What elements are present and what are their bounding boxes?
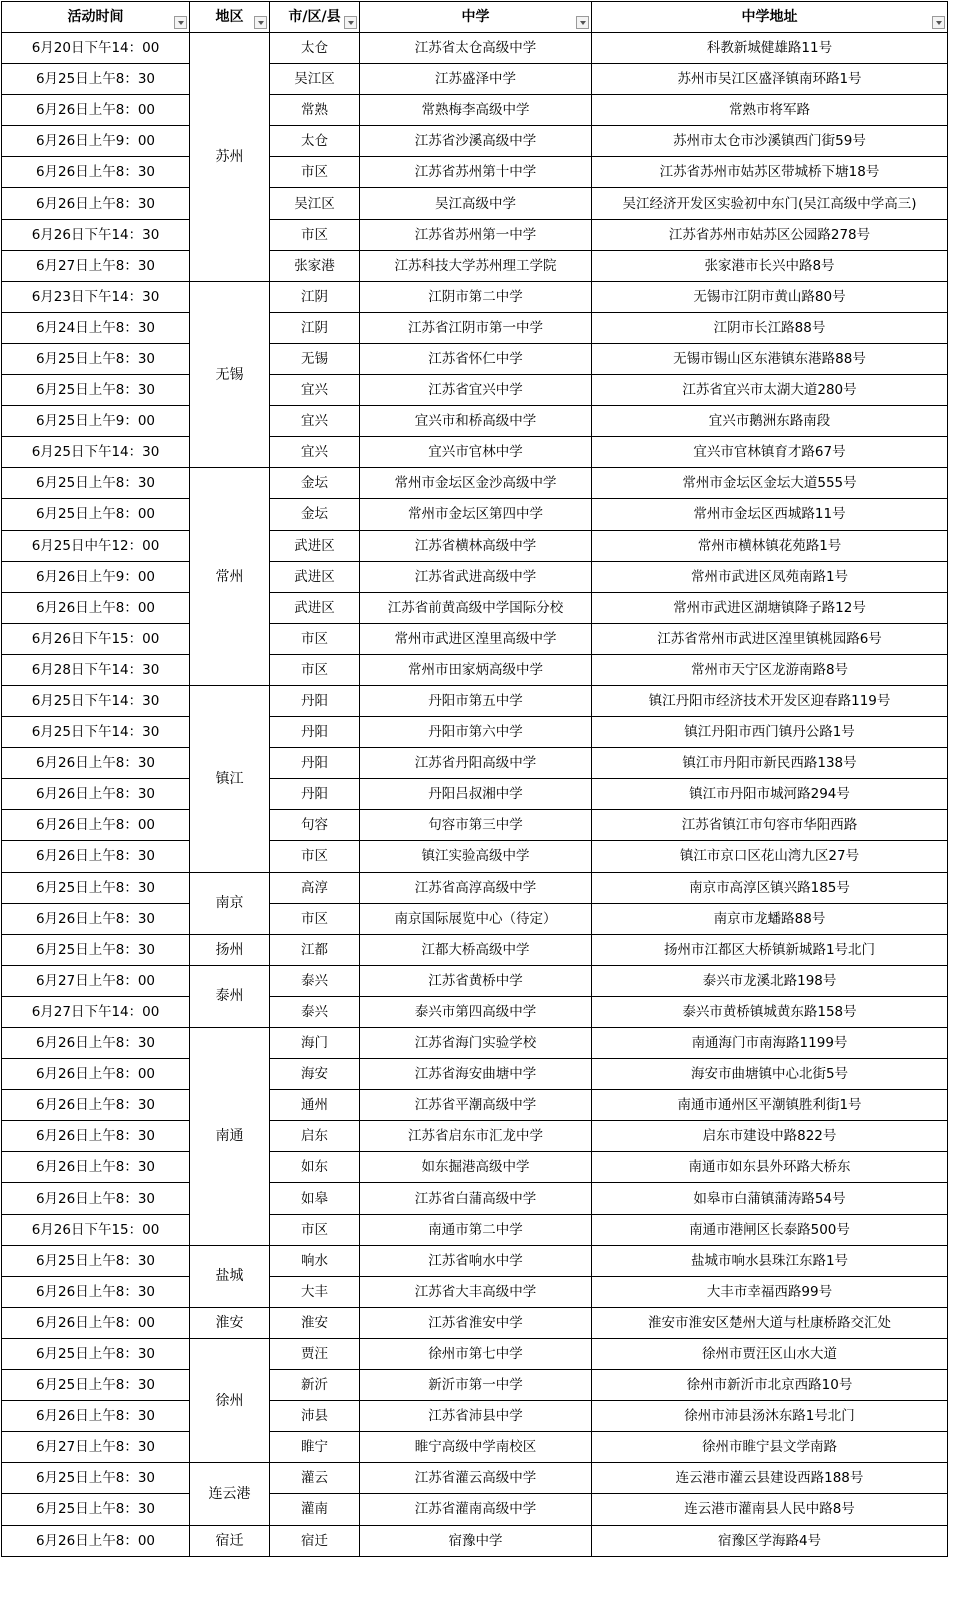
cell-address: 吴江经济开发区实验初中东门(吴江高级中学高三) xyxy=(592,188,948,219)
cell-district: 通州 xyxy=(270,1090,360,1121)
cell-time: 6月20日下午14：00 xyxy=(2,33,190,64)
cell-address: 镇江市京口区花山湾九区27号 xyxy=(592,841,948,872)
cell-address: 连云港市灌云县建设西路188号 xyxy=(592,1463,948,1494)
cell-district: 泰兴 xyxy=(270,996,360,1027)
cell-region: 泰州 xyxy=(190,965,270,1027)
cell-time: 6月26日上午8：30 xyxy=(2,1152,190,1183)
cell-time: 6月26日上午8：30 xyxy=(2,1090,190,1121)
cell-address: 泰兴市黄桥镇城黄东路158号 xyxy=(592,996,948,1027)
table-row xyxy=(2,623,948,654)
cell-address: 镇江丹阳市经济技术开发区迎春路119号 xyxy=(592,685,948,716)
cell-district: 句容 xyxy=(270,810,360,841)
cell-district: 江阴 xyxy=(270,281,360,312)
table-row xyxy=(2,188,948,219)
table-row xyxy=(2,965,948,996)
cell-time: 6月26日上午8：30 xyxy=(2,748,190,779)
cell-district: 武进区 xyxy=(270,592,360,623)
table-row xyxy=(2,1494,948,1525)
table-row xyxy=(2,1463,948,1494)
cell-address: 南通市港闸区长泰路500号 xyxy=(592,1214,948,1245)
cell-region: 连云港 xyxy=(190,1463,270,1525)
cell-district: 响水 xyxy=(270,1245,360,1276)
table-row xyxy=(2,499,948,530)
cell-school: 江苏省淮安中学 xyxy=(360,1307,592,1338)
cell-time: 6月26日下午14：30 xyxy=(2,219,190,250)
cell-district: 沛县 xyxy=(270,1401,360,1432)
table-row xyxy=(2,530,948,561)
table-row xyxy=(2,1183,948,1214)
cell-address: 苏州市太仓市沙溪镇西门街59号 xyxy=(592,126,948,157)
cell-school: 镇江实验高级中学 xyxy=(360,841,592,872)
cell-district: 太仓 xyxy=(270,33,360,64)
cell-time: 6月25日上午9：00 xyxy=(2,406,190,437)
table-row xyxy=(2,1525,948,1556)
schedule-table xyxy=(1,1,948,1557)
cell-time: 6月25日中午12：00 xyxy=(2,530,190,561)
cell-school: 江苏省白蒲高级中学 xyxy=(360,1183,592,1214)
cell-district: 市区 xyxy=(270,841,360,872)
table-row xyxy=(2,281,948,312)
cell-school: 江苏省苏州第十中学 xyxy=(360,157,592,188)
cell-time: 6月25日上午8：30 xyxy=(2,375,190,406)
cell-district: 大丰 xyxy=(270,1276,360,1307)
table-row xyxy=(2,250,948,281)
cell-district: 高淳 xyxy=(270,872,360,903)
table-row xyxy=(2,1307,948,1338)
cell-address: 江苏省宜兴市太湖大道280号 xyxy=(592,375,948,406)
cell-school: 江苏省响水中学 xyxy=(360,1245,592,1276)
cell-district: 海安 xyxy=(270,1059,360,1090)
cell-address: 南京市龙蟠路88号 xyxy=(592,903,948,934)
table-row xyxy=(2,903,948,934)
table-row xyxy=(2,1214,948,1245)
cell-time: 6月27日上午8：00 xyxy=(2,965,190,996)
cell-district: 张家港 xyxy=(270,250,360,281)
cell-region: 镇江 xyxy=(190,685,270,872)
table-row xyxy=(2,1059,948,1090)
cell-school: 江苏科技大学苏州理工学院 xyxy=(360,250,592,281)
cell-address: 徐州市贾汪区山水大道 xyxy=(592,1338,948,1369)
table-row xyxy=(2,1152,948,1183)
cell-school: 宿豫中学 xyxy=(360,1525,592,1556)
cell-time: 6月25日下午14：30 xyxy=(2,437,190,468)
cell-school: 江苏省太仓高级中学 xyxy=(360,33,592,64)
table-row xyxy=(2,1276,948,1307)
cell-district: 宜兴 xyxy=(270,437,360,468)
cell-district: 市区 xyxy=(270,903,360,934)
cell-address: 常熟市将军路 xyxy=(592,95,948,126)
cell-school: 江苏省丹阳高级中学 xyxy=(360,748,592,779)
cell-address: 常州市金坛区金坛大道555号 xyxy=(592,468,948,499)
table-row xyxy=(2,1370,948,1401)
cell-district: 泰兴 xyxy=(270,965,360,996)
cell-district: 宜兴 xyxy=(270,406,360,437)
filter-dropdown-icon[interactable] xyxy=(344,16,357,29)
cell-school: 常州市金坛区金沙高级中学 xyxy=(360,468,592,499)
cell-time: 6月25日下午14：30 xyxy=(2,685,190,716)
table-row xyxy=(2,126,948,157)
table-row xyxy=(2,95,948,126)
cell-address: 宜兴市鹅洲东路南段 xyxy=(592,406,948,437)
cell-time: 6月23日下午14：30 xyxy=(2,281,190,312)
cell-school: 常熟梅李高级中学 xyxy=(360,95,592,126)
table-row xyxy=(2,685,948,716)
cell-time: 6月25日上午8：30 xyxy=(2,1370,190,1401)
cell-time: 6月26日上午8：30 xyxy=(2,1183,190,1214)
cell-address: 泰兴市龙溪北路198号 xyxy=(592,965,948,996)
cell-time: 6月25日下午14：30 xyxy=(2,717,190,748)
cell-school: 如东掘港高级中学 xyxy=(360,1152,592,1183)
cell-school: 睢宁高级中学南校区 xyxy=(360,1432,592,1463)
cell-district: 市区 xyxy=(270,1214,360,1245)
cell-time: 6月26日上午8：30 xyxy=(2,188,190,219)
cell-region: 淮安 xyxy=(190,1307,270,1338)
cell-district: 市区 xyxy=(270,219,360,250)
cell-address: 常州市横林镇花苑路1号 xyxy=(592,530,948,561)
cell-school: 江苏省海安曲塘中学 xyxy=(360,1059,592,1090)
cell-school: 宜兴市官林中学 xyxy=(360,437,592,468)
cell-time: 6月26日上午8：00 xyxy=(2,95,190,126)
cell-time: 6月26日下午15：00 xyxy=(2,1214,190,1245)
table-row xyxy=(2,1121,948,1152)
cell-time: 6月27日上午8：30 xyxy=(2,1432,190,1463)
cell-address: 南京市高淳区镇兴路185号 xyxy=(592,872,948,903)
cell-address: 海安市曲塘镇中心北街5号 xyxy=(592,1059,948,1090)
cell-time: 6月25日上午8：30 xyxy=(2,1463,190,1494)
cell-school: 江苏省海门实验学校 xyxy=(360,1028,592,1059)
cell-time: 6月26日上午8：00 xyxy=(2,1307,190,1338)
cell-time: 6月25日上午8：30 xyxy=(2,343,190,374)
cell-address: 徐州市沛县汤沐东路1号北门 xyxy=(592,1401,948,1432)
cell-district: 宿迁 xyxy=(270,1525,360,1556)
cell-time: 6月25日上午8：00 xyxy=(2,499,190,530)
cell-school: 丹阳吕叔湘中学 xyxy=(360,779,592,810)
header-region xyxy=(190,2,270,33)
table-row xyxy=(2,157,948,188)
cell-address: 徐州市新沂市北京西路10号 xyxy=(592,1370,948,1401)
cell-district: 睢宁 xyxy=(270,1432,360,1463)
cell-address: 苏州市吴江区盛泽镇南环路1号 xyxy=(592,64,948,95)
cell-district: 如东 xyxy=(270,1152,360,1183)
cell-address: 江苏省苏州市姑苏区带城桥下塘18号 xyxy=(592,157,948,188)
cell-address: 宜兴市官林镇育才路67号 xyxy=(592,437,948,468)
cell-address: 盐城市响水县珠江东路1号 xyxy=(592,1245,948,1276)
cell-region: 无锡 xyxy=(190,281,270,468)
cell-region: 盐城 xyxy=(190,1245,270,1307)
table-row xyxy=(2,1245,948,1276)
cell-school: 江苏省启东市汇龙中学 xyxy=(360,1121,592,1152)
table-row xyxy=(2,1401,948,1432)
cell-address: 如皋市白蒲镇蒲涛路54号 xyxy=(592,1183,948,1214)
cell-region: 常州 xyxy=(190,468,270,686)
header-label: 中学 xyxy=(461,9,490,25)
cell-district: 市区 xyxy=(270,157,360,188)
cell-school: 新沂市第一中学 xyxy=(360,1370,592,1401)
cell-time: 6月25日上午8：30 xyxy=(2,64,190,95)
filter-dropdown-icon[interactable] xyxy=(576,16,589,29)
table-row xyxy=(2,437,948,468)
cell-district: 太仓 xyxy=(270,126,360,157)
table-row xyxy=(2,1028,948,1059)
table-row xyxy=(2,219,948,250)
cell-school: 江苏盛泽中学 xyxy=(360,64,592,95)
table-row xyxy=(2,810,948,841)
cell-district: 宜兴 xyxy=(270,375,360,406)
cell-district: 市区 xyxy=(270,623,360,654)
cell-district: 丹阳 xyxy=(270,685,360,716)
cell-district: 淮安 xyxy=(270,1307,360,1338)
cell-time: 6月26日下午15：00 xyxy=(2,623,190,654)
filter-dropdown-icon[interactable] xyxy=(932,16,945,29)
table-row xyxy=(2,375,948,406)
cell-district: 如皋 xyxy=(270,1183,360,1214)
cell-address: 江苏省苏州市姑苏区公园路278号 xyxy=(592,219,948,250)
table-row xyxy=(2,748,948,779)
table-row xyxy=(2,1338,948,1369)
cell-address: 无锡市锡山区东港镇东港路88号 xyxy=(592,343,948,374)
cell-time: 6月26日上午8：30 xyxy=(2,1401,190,1432)
header-school xyxy=(360,2,592,33)
table-row xyxy=(2,592,948,623)
header-label: 活动时间 xyxy=(67,9,124,25)
table-row xyxy=(2,406,948,437)
cell-address: 江苏省镇江市句容市华阳西路 xyxy=(592,810,948,841)
cell-time: 6月25日上午8：30 xyxy=(2,872,190,903)
cell-time: 6月26日上午8：30 xyxy=(2,157,190,188)
cell-address: 徐州市睢宁县文学南路 xyxy=(592,1432,948,1463)
cell-school: 江苏省宜兴中学 xyxy=(360,375,592,406)
cell-school: 江苏省灌云高级中学 xyxy=(360,1463,592,1494)
cell-address: 无锡市江阴市黄山路80号 xyxy=(592,281,948,312)
cell-district: 市区 xyxy=(270,654,360,685)
table-row xyxy=(2,1432,948,1463)
cell-time: 6月27日上午8：30 xyxy=(2,250,190,281)
cell-school: 江苏省高淳高级中学 xyxy=(360,872,592,903)
table-row xyxy=(2,996,948,1027)
header-district xyxy=(270,2,360,33)
cell-district: 江都 xyxy=(270,934,360,965)
cell-district: 丹阳 xyxy=(270,779,360,810)
cell-district: 金坛 xyxy=(270,468,360,499)
cell-school: 常州市武进区湟里高级中学 xyxy=(360,623,592,654)
cell-time: 6月24日上午8：30 xyxy=(2,312,190,343)
cell-address: 宿豫区学海路4号 xyxy=(592,1525,948,1556)
cell-school: 江苏省沙溪高级中学 xyxy=(360,126,592,157)
header-row xyxy=(2,2,948,33)
cell-school: 句容市第三中学 xyxy=(360,810,592,841)
cell-school: 徐州市第七中学 xyxy=(360,1338,592,1369)
cell-address: 南通海门市南海路1199号 xyxy=(592,1028,948,1059)
cell-address: 常州市天宁区龙游南路8号 xyxy=(592,654,948,685)
cell-school: 江苏省怀仁中学 xyxy=(360,343,592,374)
cell-district: 武进区 xyxy=(270,530,360,561)
table-row xyxy=(2,934,948,965)
header-time xyxy=(2,2,190,33)
cell-time: 6月26日上午8：30 xyxy=(2,841,190,872)
cell-address: 张家港市长兴中路8号 xyxy=(592,250,948,281)
table-row xyxy=(2,1090,948,1121)
cell-district: 无锡 xyxy=(270,343,360,374)
cell-region: 苏州 xyxy=(190,33,270,282)
cell-school: 江苏省前黄高级中学国际分校 xyxy=(360,592,592,623)
table-row xyxy=(2,872,948,903)
cell-time: 6月26日上午8：00 xyxy=(2,810,190,841)
cell-school: 南通市第二中学 xyxy=(360,1214,592,1245)
cell-address: 镇江市丹阳市城河路294号 xyxy=(592,779,948,810)
cell-time: 6月25日上午8：30 xyxy=(2,934,190,965)
header-label: 中学地址 xyxy=(741,9,798,25)
cell-address: 常州市武进区凤苑南路1号 xyxy=(592,561,948,592)
cell-school: 江苏省大丰高级中学 xyxy=(360,1276,592,1307)
table-row xyxy=(2,654,948,685)
cell-school: 江都大桥高级中学 xyxy=(360,934,592,965)
cell-time: 6月26日上午8：30 xyxy=(2,1276,190,1307)
cell-district: 武进区 xyxy=(270,561,360,592)
cell-school: 丹阳市第六中学 xyxy=(360,717,592,748)
table-row xyxy=(2,717,948,748)
cell-address: 南通市通州区平潮镇胜利街1号 xyxy=(592,1090,948,1121)
table-body xyxy=(2,33,948,1557)
cell-time: 6月26日上午8：30 xyxy=(2,1028,190,1059)
cell-time: 6月26日上午8：00 xyxy=(2,592,190,623)
header-label: 地区 xyxy=(215,9,244,25)
cell-time: 6月26日上午8：00 xyxy=(2,1059,190,1090)
filter-dropdown-icon[interactable] xyxy=(174,16,187,29)
cell-address: 扬州市江都区大桥镇新城路1号北门 xyxy=(592,934,948,965)
cell-school: 江苏省黄桥中学 xyxy=(360,965,592,996)
cell-time: 6月26日上午8：30 xyxy=(2,903,190,934)
cell-school: 江苏省苏州第一中学 xyxy=(360,219,592,250)
cell-time: 6月26日上午8：30 xyxy=(2,1121,190,1152)
cell-address: 大丰市幸福西路99号 xyxy=(592,1276,948,1307)
cell-school: 宜兴市和桥高级中学 xyxy=(360,406,592,437)
table-row xyxy=(2,841,948,872)
cell-school: 南京国际展览中心（待定） xyxy=(360,903,592,934)
cell-address: 江阴市长江路88号 xyxy=(592,312,948,343)
cell-time: 6月28日下午14：30 xyxy=(2,654,190,685)
cell-region: 徐州 xyxy=(190,1338,270,1462)
cell-school: 江苏省横林高级中学 xyxy=(360,530,592,561)
cell-address: 常州市武进区湖塘镇降子路12号 xyxy=(592,592,948,623)
cell-school: 常州市金坛区第四中学 xyxy=(360,499,592,530)
table-row xyxy=(2,468,948,499)
cell-school: 江阴市第二中学 xyxy=(360,281,592,312)
cell-district: 吴江区 xyxy=(270,64,360,95)
cell-address: 镇江丹阳市西门镇丹公路1号 xyxy=(592,717,948,748)
cell-address: 启东市建设中路822号 xyxy=(592,1121,948,1152)
cell-school: 江苏省灌南高级中学 xyxy=(360,1494,592,1525)
table-row xyxy=(2,33,948,64)
cell-time: 6月26日上午9：00 xyxy=(2,561,190,592)
cell-address: 连云港市灌南县人民中路8号 xyxy=(592,1494,948,1525)
cell-time: 6月25日上午8：30 xyxy=(2,1338,190,1369)
cell-school: 泰兴市第四高级中学 xyxy=(360,996,592,1027)
cell-district: 常熟 xyxy=(270,95,360,126)
cell-address: 南通市如东县外环路大桥东 xyxy=(592,1152,948,1183)
cell-time: 6月26日上午9：00 xyxy=(2,126,190,157)
cell-district: 贾汪 xyxy=(270,1338,360,1369)
filter-dropdown-icon[interactable] xyxy=(254,16,267,29)
cell-district: 丹阳 xyxy=(270,748,360,779)
cell-school: 常州市田家炳高级中学 xyxy=(360,654,592,685)
cell-time: 6月26日上午8：00 xyxy=(2,1525,190,1556)
cell-district: 丹阳 xyxy=(270,717,360,748)
cell-time: 6月26日上午8：30 xyxy=(2,779,190,810)
cell-district: 金坛 xyxy=(270,499,360,530)
cell-school: 吴江高级中学 xyxy=(360,188,592,219)
cell-school: 江苏省沛县中学 xyxy=(360,1401,592,1432)
cell-time: 6月25日上午8：30 xyxy=(2,1245,190,1276)
cell-time: 6月25日上午8：30 xyxy=(2,468,190,499)
cell-district: 灌云 xyxy=(270,1463,360,1494)
table-row xyxy=(2,343,948,374)
cell-district: 海门 xyxy=(270,1028,360,1059)
table-row xyxy=(2,779,948,810)
cell-region: 南通 xyxy=(190,1028,270,1246)
header-label: 市/区/县 xyxy=(288,9,341,25)
cell-address: 江苏省常州市武进区湟里镇桃园路6号 xyxy=(592,623,948,654)
cell-address: 淮安市淮安区楚州大道与杜康桥路交汇处 xyxy=(592,1307,948,1338)
header-address xyxy=(592,2,948,33)
cell-time: 6月27日下午14：00 xyxy=(2,996,190,1027)
cell-address: 科教新城健雄路11号 xyxy=(592,33,948,64)
cell-region: 南京 xyxy=(190,872,270,934)
cell-district: 新沂 xyxy=(270,1370,360,1401)
cell-district: 灌南 xyxy=(270,1494,360,1525)
cell-address: 常州市金坛区西城路11号 xyxy=(592,499,948,530)
cell-school: 江苏省武进高级中学 xyxy=(360,561,592,592)
cell-district: 吴江区 xyxy=(270,188,360,219)
cell-school: 江苏省江阴市第一中学 xyxy=(360,312,592,343)
cell-school: 丹阳市第五中学 xyxy=(360,685,592,716)
cell-address: 镇江市丹阳市新民西路138号 xyxy=(592,748,948,779)
table-row xyxy=(2,64,948,95)
table-row xyxy=(2,561,948,592)
cell-region: 宿迁 xyxy=(190,1525,270,1556)
cell-time: 6月25日上午8：30 xyxy=(2,1494,190,1525)
table-row xyxy=(2,312,948,343)
cell-district: 启东 xyxy=(270,1121,360,1152)
cell-region: 扬州 xyxy=(190,934,270,965)
cell-school: 江苏省平潮高级中学 xyxy=(360,1090,592,1121)
cell-district: 江阴 xyxy=(270,312,360,343)
